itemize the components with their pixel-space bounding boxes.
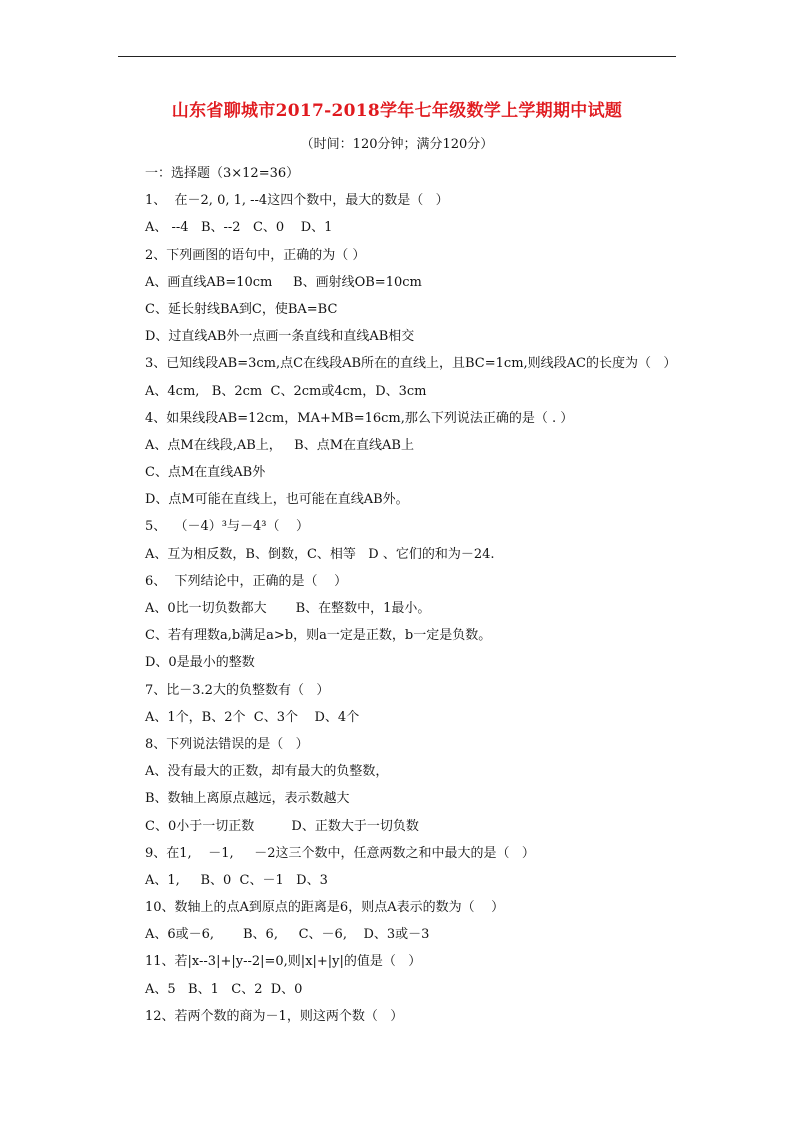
question-3: 3、已知线段AB=3cm,点C在线段AB所在的直线上，且BC=1cm,则线段AC的长度为（ ） bbox=[145, 356, 677, 372]
page-title: 山东省聊城市2017-2018学年七年级数学上学期期中试题 bbox=[171, 101, 623, 121]
question-4-option-d: D、点M可能在直线上，也可能在直线AB外。 bbox=[145, 492, 409, 508]
question-1: 1、 在－2, 0, 1, --4这四个数中，最大的数是（ ） bbox=[145, 193, 449, 209]
question-4: 4、如果线段AB=12cm，MA+MB=16cm,那么下列说法正确的是（ . ） bbox=[145, 410, 574, 426]
question-6-option-d: D、0是最小的整数 bbox=[145, 655, 255, 671]
question-7: 7、比－3.2大的负整数有（ ） bbox=[145, 682, 330, 698]
question-4-option-c: C、点M在直线AB外 bbox=[145, 465, 266, 481]
question-6-option-c: C、若有理数a,b满足a>b，则a一定是正数，b一定是负数。 bbox=[145, 628, 492, 644]
question-5-options: A、互为相反数，B、倒数，C、相等 D 、它们的和为－24. bbox=[145, 546, 495, 562]
question-8-option-a: A、没有最大的正数，却有最大的负整数， bbox=[145, 764, 389, 780]
question-6-options-ab: A、0比一切负数都大 B、在整数中，1最小。 bbox=[145, 601, 431, 616]
question-2-option-c: C、延长射线BA到C，使BA=BC bbox=[145, 301, 338, 317]
question-9-options: A、1, B、0 C、－1 D、3 bbox=[145, 872, 328, 888]
question-11-options: A、5 B、1 C、2 D、0 bbox=[145, 981, 303, 997]
question-9: 9、在1, －1, －2这三个数中，任意两数之和中最大的是（ ） bbox=[145, 845, 535, 861]
question-list bbox=[145, 160, 685, 1030]
section-heading: 一：选择题（3×12=36） bbox=[145, 166, 300, 181]
question-2-option-d: D、过直线AB外一点画一条直线和直线AB相交 bbox=[145, 329, 415, 345]
question-8-option-b: B、数轴上离原点越远，表示数越大 bbox=[145, 791, 350, 807]
question-10: 10、数轴上的点A到原点的距离是6，则点A表示的数为（ ） bbox=[145, 900, 505, 916]
question-2-options-ab: A、画直线AB=10cm B、画射线OB=10cm bbox=[145, 274, 422, 290]
question-6: 6、 下列结论中，正确的是（ ） bbox=[145, 573, 348, 589]
question-12: 12、若两个数的商为－1，则这两个数（ ） bbox=[145, 1008, 404, 1024]
question-8: 8、下列说法错误的是（ ） bbox=[145, 736, 309, 752]
question-5: 5、 （－4）³与－4³（ ） bbox=[145, 519, 310, 535]
question-10-options: A、6或－6, B、6, C、－6, D、3或－3 bbox=[145, 927, 430, 943]
exam-info: （时间：120分钟；满分120分） bbox=[300, 137, 494, 152]
question-4-options-ab: A、点M在线段,AB上， B、点M在直线AB上 bbox=[145, 437, 414, 453]
question-2: 2、下列画图的语句中，正确的为（ ） bbox=[145, 247, 366, 263]
question-1-options: A、 --4 B、--2 C、0 D、1 bbox=[145, 220, 333, 236]
question-7-options: A、1个，B、2个 C、3个 D、4个 bbox=[145, 709, 360, 725]
question-8-options-cd: C、0小于一切正数 D、正数大于一切负数 bbox=[145, 818, 419, 834]
question-3-options: A、4cm, B、2cm C、2cm或4cm，D、3cm bbox=[145, 383, 427, 399]
header-rule bbox=[118, 56, 676, 57]
question-11: 11、若|x--3|+|y--2|=0,则|x|+|y|的值是（ ） bbox=[145, 954, 422, 970]
